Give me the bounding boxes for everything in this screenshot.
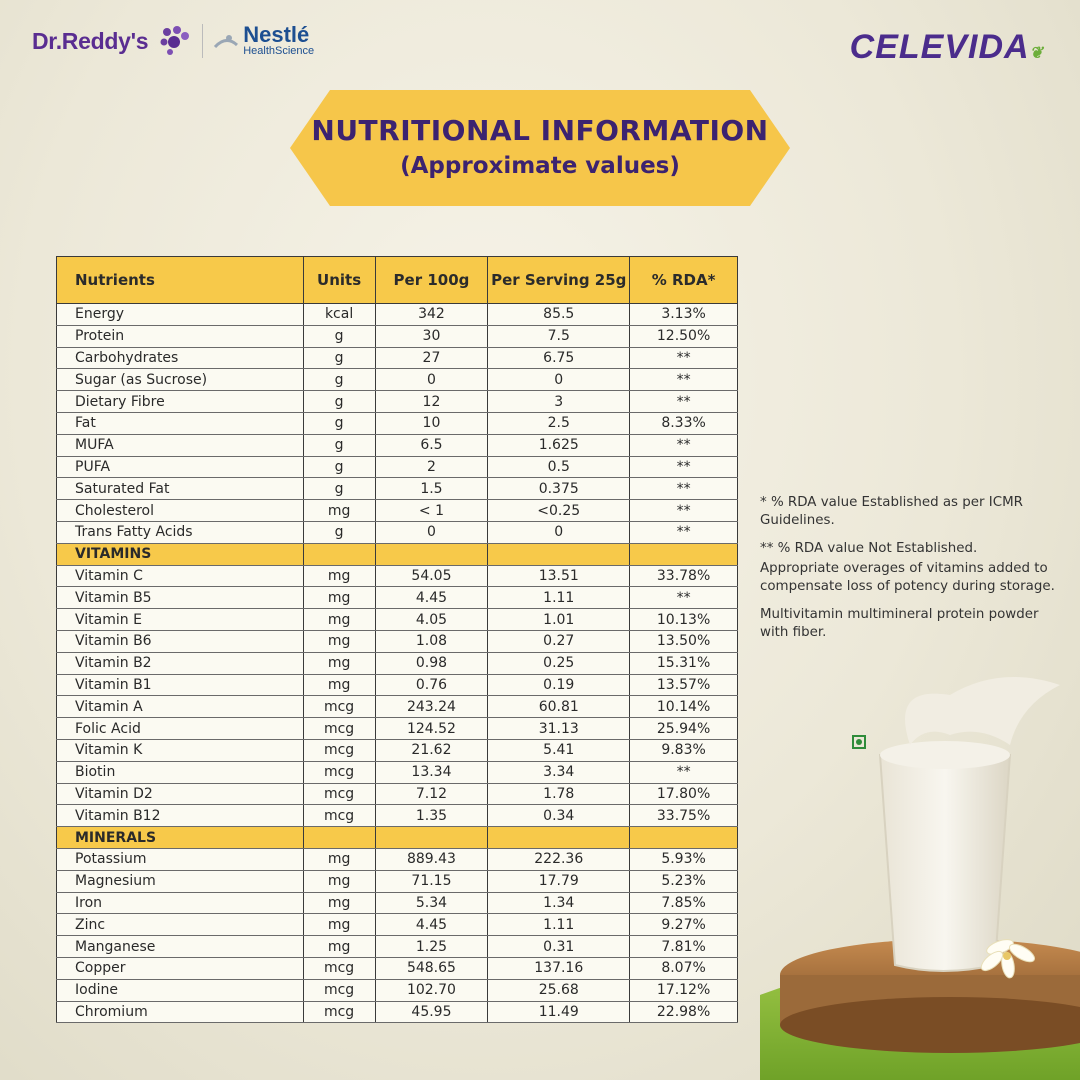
- table-row: [57, 325, 738, 347]
- table-row: [57, 870, 738, 892]
- per-serving-cell: 1.11: [488, 587, 630, 609]
- nutrient-cell: Manganese: [57, 936, 304, 958]
- per-serving-cell: 0.5: [488, 456, 630, 478]
- rda-cell: 10.13%: [630, 609, 738, 631]
- section-cell: [630, 827, 738, 849]
- per-serving-cell: 0.25: [488, 652, 630, 674]
- rda-cell: **: [630, 434, 738, 456]
- nutrient-cell: Iodine: [57, 979, 304, 1001]
- section-row-minerals: [57, 827, 738, 849]
- per-100g-cell: 0.76: [375, 674, 488, 696]
- per-100g-cell: 45.95: [375, 1001, 488, 1023]
- unit-cell: mg: [303, 892, 375, 914]
- table-row: [57, 347, 738, 369]
- leaf-icon: ❦: [1029, 45, 1044, 62]
- unit-cell: g: [303, 434, 375, 456]
- table-row: [57, 478, 738, 500]
- per-serving-cell: 13.51: [488, 565, 630, 587]
- nutrient-cell: Vitamin D2: [57, 783, 304, 805]
- per-100g-cell: 71.15: [375, 870, 488, 892]
- table-row: [57, 304, 738, 326]
- rda-cell: 33.78%: [630, 565, 738, 587]
- table-row: [57, 369, 738, 391]
- unit-cell: mg: [303, 587, 375, 609]
- per-serving-cell: 31.13: [488, 718, 630, 740]
- per-100g-cell: 124.52: [375, 718, 488, 740]
- rda-cell: 13.57%: [630, 674, 738, 696]
- unit-cell: mcg: [303, 1001, 375, 1023]
- nutrient-cell: Iron: [57, 892, 304, 914]
- section-cell: [303, 827, 375, 849]
- per-serving-cell: 17.79: [488, 870, 630, 892]
- dr-reddys-wordmark: Dr.Reddy's: [32, 27, 149, 54]
- rda-cell: 8.07%: [630, 957, 738, 979]
- per-100g-cell: 243.24: [375, 696, 488, 718]
- per-serving-cell: 1.11: [488, 914, 630, 936]
- nutrient-cell: Cholesterol: [57, 500, 304, 522]
- nestle-nest-icon: [213, 31, 239, 51]
- unit-cell: g: [303, 412, 375, 434]
- rda-cell: **: [630, 521, 738, 543]
- paw-logo-icon: [158, 24, 192, 58]
- nutrient-cell: Vitamin B6: [57, 630, 304, 652]
- table-row: [57, 652, 738, 674]
- unit-cell: g: [303, 325, 375, 347]
- nutrient-cell: Sugar (as Sucrose): [57, 369, 304, 391]
- section-cell: [303, 543, 375, 565]
- table-body: [57, 304, 738, 1023]
- nutrient-cell: Energy: [57, 304, 304, 326]
- unit-cell: mg: [303, 500, 375, 522]
- rda-cell: 13.50%: [630, 630, 738, 652]
- rda-cell: 17.80%: [630, 783, 738, 805]
- per-100g-cell: 12: [375, 391, 488, 413]
- per-serving-cell: <0.25: [488, 500, 630, 522]
- nutrient-cell: Copper: [57, 957, 304, 979]
- unit-cell: g: [303, 347, 375, 369]
- per-100g-cell: 1.08: [375, 630, 488, 652]
- per-100g-cell: 342: [375, 304, 488, 326]
- nutrient-cell: Zinc: [57, 914, 304, 936]
- per-100g-cell: 1.25: [375, 936, 488, 958]
- per-100g-cell: 4.45: [375, 914, 488, 936]
- per-serving-cell: 6.75: [488, 347, 630, 369]
- table-row: [57, 391, 738, 413]
- nutrition-title-banner: [290, 90, 790, 206]
- per-serving-cell: 0: [488, 521, 630, 543]
- unit-cell: mg: [303, 630, 375, 652]
- table-row: [57, 696, 738, 718]
- unit-cell: mcg: [303, 805, 375, 827]
- rda-cell: **: [630, 456, 738, 478]
- table-row: [57, 565, 738, 587]
- per-serving-cell: 0.31: [488, 936, 630, 958]
- nutrient-cell: Folic Acid: [57, 718, 304, 740]
- table-row: [57, 761, 738, 783]
- rda-cell: 22.98%: [630, 1001, 738, 1023]
- table-row: [57, 979, 738, 1001]
- per-100g-cell: 4.05: [375, 609, 488, 631]
- header-units: Units: [303, 257, 375, 304]
- unit-cell: mg: [303, 870, 375, 892]
- table-row: [57, 848, 738, 870]
- rda-cell: 17.12%: [630, 979, 738, 1001]
- banner-title: NUTRITIONAL INFORMATION: [311, 114, 769, 147]
- per-100g-cell: 10: [375, 412, 488, 434]
- rda-cell: 5.93%: [630, 848, 738, 870]
- per-100g-cell: 21.62: [375, 739, 488, 761]
- nutrient-cell: Vitamin B1: [57, 674, 304, 696]
- logo-separator: [202, 24, 203, 58]
- nutrient-cell: Dietary Fibre: [57, 391, 304, 413]
- rda-cell: **: [630, 761, 738, 783]
- per-100g-cell: 30: [375, 325, 488, 347]
- unit-cell: mg: [303, 848, 375, 870]
- table-row: [57, 412, 738, 434]
- per-100g-cell: 2: [375, 456, 488, 478]
- unit-cell: g: [303, 369, 375, 391]
- nutrient-cell: MUFA: [57, 434, 304, 456]
- rda-cell: 15.31%: [630, 652, 738, 674]
- unit-cell: mcg: [303, 696, 375, 718]
- section-cell: [630, 543, 738, 565]
- per-100g-cell: 27: [375, 347, 488, 369]
- per-serving-cell: 85.5: [488, 304, 630, 326]
- unit-cell: mg: [303, 936, 375, 958]
- rda-cell: 12.50%: [630, 325, 738, 347]
- table-row: [57, 609, 738, 631]
- nutrient-cell: Chromium: [57, 1001, 304, 1023]
- table-row: [57, 739, 738, 761]
- rda-cell: **: [630, 391, 738, 413]
- unit-cell: g: [303, 478, 375, 500]
- header-nutrients: Nutrients: [57, 257, 304, 304]
- per-100g-cell: 548.65: [375, 957, 488, 979]
- table-header-row: [57, 257, 738, 304]
- per-100g-cell: 54.05: [375, 565, 488, 587]
- per-100g-cell: 0.98: [375, 652, 488, 674]
- nutrient-cell: Trans Fatty Acids: [57, 521, 304, 543]
- per-serving-cell: 1.625: [488, 434, 630, 456]
- table-row: [57, 1001, 738, 1023]
- nutrition-table: [56, 256, 738, 1023]
- per-100g-cell: 13.34: [375, 761, 488, 783]
- section-cell: [488, 543, 630, 565]
- section-row-vitamins: [57, 543, 738, 565]
- table-row: [57, 914, 738, 936]
- section-label: MINERALS: [57, 827, 304, 849]
- per-serving-cell: 25.68: [488, 979, 630, 1001]
- per-serving-cell: 222.36: [488, 848, 630, 870]
- rda-cell: 9.27%: [630, 914, 738, 936]
- per-serving-cell: 1.34: [488, 892, 630, 914]
- nutrient-cell: Saturated Fat: [57, 478, 304, 500]
- per-100g-cell: 1.35: [375, 805, 488, 827]
- per-serving-cell: 3: [488, 391, 630, 413]
- per-100g-cell: 1.5: [375, 478, 488, 500]
- banner-subtitle: (Approximate values): [400, 153, 680, 179]
- rda-cell: 25.94%: [630, 718, 738, 740]
- per-100g-cell: < 1: [375, 500, 488, 522]
- rda-cell: 33.75%: [630, 805, 738, 827]
- nutrient-cell: Vitamin B2: [57, 652, 304, 674]
- per-100g-cell: 102.70: [375, 979, 488, 1001]
- per-100g-cell: 4.45: [375, 587, 488, 609]
- per-serving-cell: 2.5: [488, 412, 630, 434]
- unit-cell: mg: [303, 914, 375, 936]
- nutrient-cell: Vitamin B12: [57, 805, 304, 827]
- table-row: [57, 434, 738, 456]
- section-label: VITAMINS: [57, 543, 304, 565]
- rda-cell: 3.13%: [630, 304, 738, 326]
- per-serving-cell: 0: [488, 369, 630, 391]
- nestle-wordmark: Nestlé: [243, 22, 310, 47]
- table-row: [57, 957, 738, 979]
- note-overages: Appropriate overages of vitamins added to compensate loss of potency during storage.: [760, 561, 1055, 594]
- per-100g-cell: 5.34: [375, 892, 488, 914]
- nestle-logo: [213, 22, 315, 57]
- unit-cell: g: [303, 521, 375, 543]
- celevida-wordmark: CELEVIDA: [849, 28, 1030, 66]
- nutrient-cell: Fat: [57, 412, 304, 434]
- table-row: [57, 805, 738, 827]
- note-rda-not-established: ** % RDA value Not Established.: [760, 541, 978, 556]
- nutrient-cell: Vitamin C: [57, 565, 304, 587]
- section-cell: [488, 827, 630, 849]
- nestle-subbrand: HealthScience: [243, 45, 315, 57]
- unit-cell: g: [303, 391, 375, 413]
- per-serving-cell: 7.5: [488, 325, 630, 347]
- per-serving-cell: 1.78: [488, 783, 630, 805]
- note-product-description: Multivitamin multimineral protein powder with fiber.: [760, 607, 1039, 640]
- unit-cell: mcg: [303, 739, 375, 761]
- per-serving-cell: 60.81: [488, 696, 630, 718]
- table-row: [57, 936, 738, 958]
- nutrient-cell: Vitamin A: [57, 696, 304, 718]
- unit-cell: mcg: [303, 718, 375, 740]
- per-serving-cell: 1.01: [488, 609, 630, 631]
- rda-cell: 5.23%: [630, 870, 738, 892]
- nutrient-cell: Carbohydrates: [57, 347, 304, 369]
- unit-cell: mcg: [303, 979, 375, 1001]
- per-serving-cell: 5.41: [488, 739, 630, 761]
- unit-cell: mcg: [303, 761, 375, 783]
- header-rda: % RDA*: [630, 257, 738, 304]
- header-per-serving: Per Serving 25g: [488, 257, 630, 304]
- unit-cell: mcg: [303, 783, 375, 805]
- header-per-100g: Per 100g: [375, 257, 488, 304]
- rda-cell: 9.83%: [630, 739, 738, 761]
- table-row: [57, 783, 738, 805]
- dr-reddys-nestle-logo: [32, 24, 314, 58]
- unit-cell: mg: [303, 609, 375, 631]
- note-rda-established: * % RDA value Established as per ICMR Guidelines.: [760, 495, 1023, 528]
- table-row: [57, 587, 738, 609]
- per-100g-cell: 0: [375, 369, 488, 391]
- table-row: [57, 456, 738, 478]
- section-cell: [375, 827, 488, 849]
- unit-cell: mg: [303, 652, 375, 674]
- unit-cell: mcg: [303, 957, 375, 979]
- rda-cell: 8.33%: [630, 412, 738, 434]
- unit-cell: mg: [303, 674, 375, 696]
- celevida-logo: [850, 28, 1044, 67]
- unit-cell: mg: [303, 565, 375, 587]
- rda-cell: 7.81%: [630, 936, 738, 958]
- rda-cell: 10.14%: [630, 696, 738, 718]
- rda-cell: **: [630, 500, 738, 522]
- table-row: [57, 892, 738, 914]
- unit-cell: g: [303, 456, 375, 478]
- milk-glass-image: [760, 665, 1080, 1080]
- nutrient-cell: Potassium: [57, 848, 304, 870]
- table-row: [57, 630, 738, 652]
- nutrient-cell: PUFA: [57, 456, 304, 478]
- rda-cell: **: [630, 587, 738, 609]
- table-row: [57, 718, 738, 740]
- nutrient-cell: Vitamin K: [57, 739, 304, 761]
- footnotes: [760, 494, 1060, 652]
- section-cell: [375, 543, 488, 565]
- per-100g-cell: 7.12: [375, 783, 488, 805]
- nutrient-cell: Magnesium: [57, 870, 304, 892]
- per-serving-cell: 137.16: [488, 957, 630, 979]
- per-serving-cell: 3.34: [488, 761, 630, 783]
- per-100g-cell: 6.5: [375, 434, 488, 456]
- per-serving-cell: 11.49: [488, 1001, 630, 1023]
- rda-cell: **: [630, 478, 738, 500]
- per-100g-cell: 0: [375, 521, 488, 543]
- rda-cell: 7.85%: [630, 892, 738, 914]
- unit-cell: kcal: [303, 304, 375, 326]
- nutrient-cell: Biotin: [57, 761, 304, 783]
- nutrient-cell: Vitamin E: [57, 609, 304, 631]
- nutrient-cell: Protein: [57, 325, 304, 347]
- per-serving-cell: 0.19: [488, 674, 630, 696]
- table-row: [57, 500, 738, 522]
- table-row: [57, 674, 738, 696]
- rda-cell: **: [630, 347, 738, 369]
- rda-cell: **: [630, 369, 738, 391]
- per-serving-cell: 0.375: [488, 478, 630, 500]
- per-serving-cell: 0.34: [488, 805, 630, 827]
- per-100g-cell: 889.43: [375, 848, 488, 870]
- nutrient-cell: Vitamin B5: [57, 587, 304, 609]
- table-row: [57, 521, 738, 543]
- per-serving-cell: 0.27: [488, 630, 630, 652]
